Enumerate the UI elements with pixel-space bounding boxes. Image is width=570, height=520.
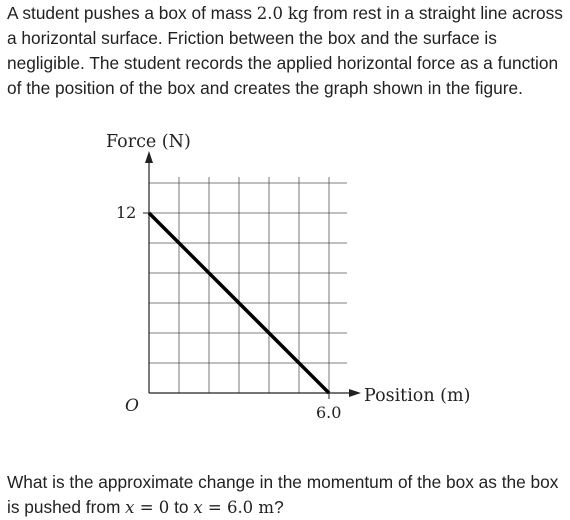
x-variable-end: x [193,498,203,517]
graph-grid [149,177,347,393]
question-text-2: to [169,497,194,517]
mass-value: 2.0 [256,4,284,23]
mass-unit: kg [287,4,309,23]
intro-text-2: from rest in a straight line across a horizontal surface. Friction between the box and the surface is negligible. The student records the applied horizontal force as a function of the position of the box and creates the graph shown in the figure. [7,3,563,98]
y-axis-label: Force (N) [106,132,191,152]
x-variable-start: x [125,498,135,517]
y-axis-arrow [145,151,153,163]
x-tick-label-6: 6.0 [316,403,342,422]
question-text-1: What is the approximate change in the momentum of the box as the box is pushed from [7,472,559,517]
intro-text-1: A student pushes a box of mass [7,3,257,23]
origin-label: O [125,396,139,416]
problem-question [7,470,565,520]
x-axis-arrow [349,389,361,397]
x-axis-label: Position (m) [364,386,471,406]
question-text-3: ? [274,497,284,517]
y-tick-label-12: 12 [116,203,137,222]
x-end-value: = 6.0 m [202,498,275,517]
x-start-value: = 0 [134,498,170,517]
